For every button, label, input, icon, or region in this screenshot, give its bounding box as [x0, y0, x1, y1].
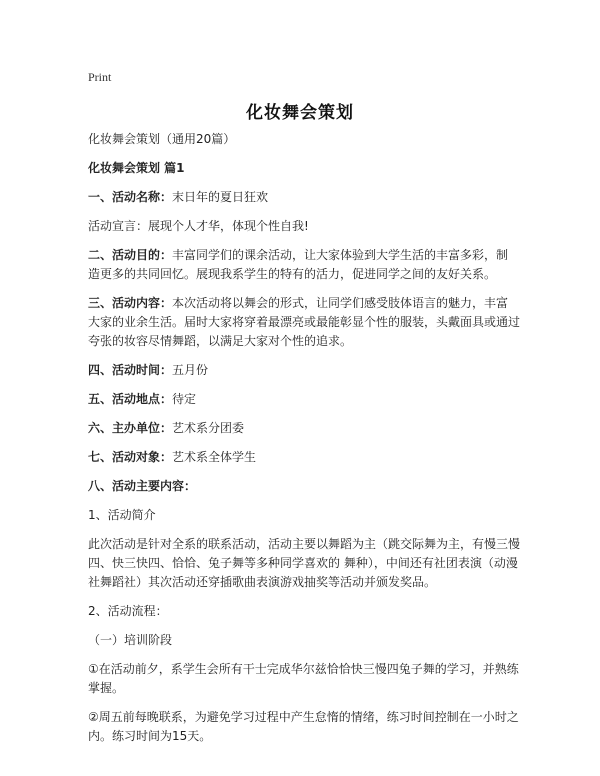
section-heading: 化妆舞会策划 篇1 [88, 161, 185, 175]
item-audience [88, 448, 520, 467]
item-activity-content [88, 294, 520, 351]
item-activity-time [88, 361, 520, 380]
item-activity-purpose [88, 246, 520, 284]
item-value: 丰富同学们的课余活动，让大家体验到大学生活的丰富多彩，制造更多的共同回忆。展现我系学生的特有的活力，促进同学之间的友好关系。 [88, 248, 509, 281]
item-label: 四、活动时间： [88, 363, 173, 377]
item-label: 一、活动名称： [88, 190, 173, 204]
item-value: 艺术系分团委 [172, 421, 245, 435]
print-label[interactable]: Print [88, 70, 112, 84]
document-title: 化妆舞会策划 [246, 103, 354, 123]
item-organizer [88, 419, 520, 438]
step-1: ①在活动前夕，系学生会所有干士完成华尔兹恰恰快三慢四兔子舞的学习，并熟练掌握。 [88, 662, 519, 695]
intro-paragraph: 此次活动是针对全系的联系活动，活动主要以舞蹈为主（跳交际舞为主，有慢三慢四、快三快四、恰恰、兔子舞等多种同学喜欢的 舞种），中间还有社团表演（动漫社舞蹈社）其次活动还穿插歌曲表演游戏抽奖等活动并颁发奖品。 [88, 537, 521, 589]
stage-heading: （一）培训阶段 [88, 633, 173, 647]
step-2: ②周五前每晚联系，为避免学习过程中产生怠惰的情绪，练习时间控制在一小时之内。练习时间为15天。 [88, 710, 519, 743]
activity-slogan: 活动宣言：展现个人才华，体现个性自我! [88, 219, 309, 233]
sub-heading-intro: 1、活动简介 [88, 508, 156, 522]
document-body [88, 130, 520, 756]
item-activity-name [88, 188, 520, 207]
item-value: 五月份 [172, 363, 209, 377]
item-label: 六、主办单位： [88, 421, 173, 435]
item-label: 三、活动内容： [88, 296, 173, 310]
item-value: 末日年的夏日狂欢 [172, 190, 269, 204]
item-label: 五、活动地点： [88, 392, 173, 406]
item-activity-location [88, 390, 520, 409]
item-main-content-heading: 八、活动主要内容： [88, 479, 197, 493]
item-value: 艺术系全体学生 [172, 450, 257, 464]
item-label: 二、活动目的： [88, 248, 173, 262]
sub-heading-process: 2、活动流程： [88, 604, 168, 618]
item-value: 待定 [172, 392, 197, 406]
item-value: 本次活动将以舞会的形式，让同学们感受肢体语言的魅力，丰富大家的业余生活。届时大家将穿着最漂亮或最能彰显个性的服装，头戴面具或通过夸张的妆容尽情舞蹈，以满足大家对个性的追求。 [88, 296, 521, 348]
document-subtitle: 化妆舞会策划（通用20篇） [88, 132, 236, 146]
item-label: 七、活动对象： [88, 450, 173, 464]
